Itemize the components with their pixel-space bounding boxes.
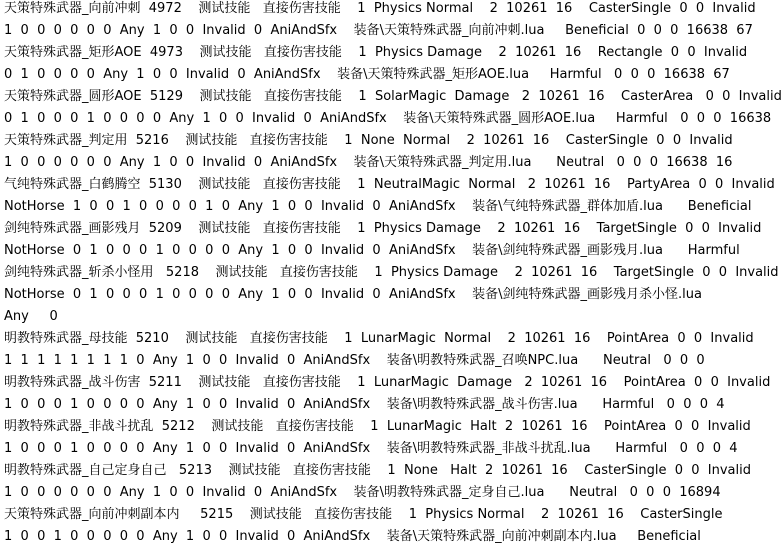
- text-line: 气纯特殊武器_白鹤腾空 5130 测试技能 直接伤害技能 1 NeutralMagic Normal 2 10261 16 PartyArea 0 0 Invalid: [4, 177, 775, 192]
- text-line: 明教特殊武器_战斗伤害 5211 测试技能 直接伤害技能 1 LunarMagic Damage 2 10261 16 PointArea 0 0 Invalid: [4, 375, 771, 390]
- text-line: 1 0 0 0 0 0 0 Any 1 0 0 Invalid 0 AniAndSfx 装备\明教特殊武器_定身自己.lua Neutral 0 0 0 16894: [4, 485, 721, 500]
- text-line: 剑纯特殊武器_画影残月 5209 测试技能 直接伤害技能 1 Physics Damage 2 10261 16 TargetSingle 0 0 Invalid: [4, 221, 762, 236]
- text-line: 0 1 0 0 0 0 Any 1 0 0 Invalid 0 AniAndSfx 装备\天策特殊武器_矩形AOE.lua Harmful 0 0 0 16638 67: [4, 67, 730, 82]
- text-line: Any 0: [4, 309, 58, 324]
- text-line: 明教特殊武器_母技能 5210 测试技能 直接伤害技能 1 LunarMagic Normal 2 10261 16 PointArea 0 0 Invalid: [4, 331, 754, 346]
- text-line: 天策特殊武器_判定用 5216 测试技能 直接伤害技能 1 None Normal 2 10261 16 CasterSingle 0 0 Invalid: [4, 133, 733, 148]
- text-line: NotHorse 0 1 0 0 0 1 0 0 0 0 Any 1 0 0 Invalid 0 AniAndSfx 装备\剑纯特殊武器_画影残月.lua Harmful: [4, 243, 740, 258]
- text-line: 1 0 0 0 0 0 0 Any 1 0 0 Invalid 0 AniAndSfx 装备\天策特殊武器_向前冲刺.lua Beneficial 0 0 0 16638 67: [4, 23, 753, 38]
- text-line: 1 1 1 1 1 1 1 1 0 Any 1 0 0 Invalid 0 AniAndSfx 装备\明教特殊武器_召唤NPC.lua Neutral 0 0 0: [4, 353, 705, 368]
- text-line: 0 1 0 0 0 1 0 0 0 0 Any 1 0 0 Invalid 0 AniAndSfx 装备\天策特殊武器_圆形AOE.lua Harmful 0 0 0 16638: [4, 111, 772, 126]
- text-line: NotHorse 1 0 0 1 0 0 0 0 1 0 Any 1 0 0 Invalid 0 AniAndSfx 装备\气纯特殊武器_群体加盾.lua Beneficial: [4, 199, 752, 214]
- text-line: 天策特殊武器_向前冲刺副本内 5215 测试技能 直接伤害技能 1 Physics Normal 2 10261 16 CasterSingle: [4, 507, 723, 522]
- text-line: NotHorse 0 1 0 0 0 1 0 0 0 0 Any 1 0 0 Invalid 0 AniAndSfx 装备\剑纯特殊武器_画影残月杀小怪.lua: [4, 287, 702, 302]
- text-line: 明教特殊武器_非战斗扰乱 5212 测试技能 直接伤害技能 1 LunarMagic Halt 2 10261 16 PointArea 0 0 Invalid: [4, 419, 751, 434]
- text-line: 1 0 0 0 1 0 0 0 0 Any 1 0 0 Invalid 0 AniAndSfx 装备\明教特殊武器_非战斗扰乱.lua Harmful 0 0 0 4: [4, 441, 738, 456]
- text-line: 天策特殊武器_矩形AOE 4973 测试技能 直接伤害技能 1 Physics Damage 2 10261 16 Rectangle 0 0 Invalid: [4, 45, 748, 60]
- text-line: 1 0 0 0 0 0 0 Any 1 0 0 Invalid 0 AniAndSfx 装备\天策特殊武器_判定用.lua Neutral 0 0 0 16638 16: [4, 155, 733, 170]
- text-line: 1 0 0 0 1 0 0 0 0 Any 1 0 0 Invalid 0 AniAndSfx 装备\明教特殊武器_战斗伤害.lua Harmful 0 0 0 4: [4, 397, 725, 412]
- text-line: 1 0 0 1 0 0 0 0 0 Any 1 0 0 Invalid 0 AniAndSfx 装备\天策特殊武器_向前冲刺副本内.lua Beneficial: [4, 529, 701, 544]
- text-line: 明教特殊武器_自己定身自己 5213 测试技能 直接伤害技能 1 None Halt 2 10261 16 CasterSingle 0 0 Invalid: [4, 463, 751, 478]
- text-line: 天策特殊武器_圆形AOE 5129 测试技能 直接伤害技能 1 SolarMagic Damage 2 10261 16 CasterArea 0 0 Invalid: [4, 89, 782, 104]
- text-line: 剑纯特殊武器_斩杀小怪用 5218 测试技能 直接伤害技能 1 Physics Damage 2 10261 16 TargetSingle 0 0 Invalid: [4, 265, 779, 280]
- text-line: 天策特殊武器_向前冲刺 4972 测试技能 直接伤害技能 1 Physics Normal 2 10261 16 CasterSingle 0 0 Invalid: [4, 1, 756, 16]
- text-document: [4, 0, 782, 549]
